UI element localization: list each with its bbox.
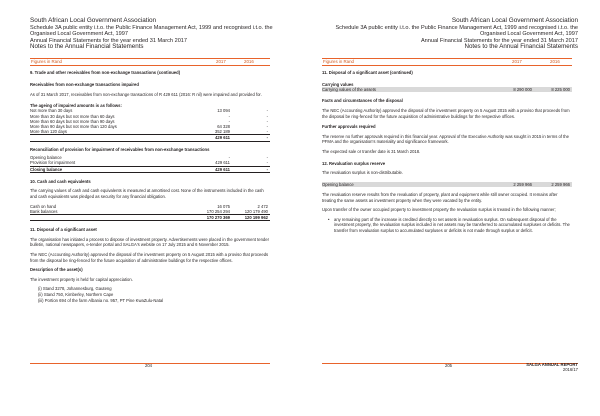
paragraph: The reserve no further approvals required in this financial year. Approval of the Executive Authority was sought in 2015 in terms of the PFMA and the organisation's materiality and significance framework. [322,133,569,145]
section-title: 11. Disposal of a significant asset (continued) [322,70,413,75]
table-row: Provision for impairment 429 611 - [30,160,268,166]
header-line: Schedule 3A public entity i.t.o. the Public Finance Management Act, 1999 and recognised i.t.o. the [335,24,578,31]
list-item: (ii) Stand 750, Kimberley, Northern Cape [38,291,114,297]
table-total-row: 170 270 369 120 199 962 [30,214,270,221]
opening-balance-row: Opening balance 2 259 966 2 259 966 [322,181,570,187]
header-line: Organised Local Government Act, 1997 [30,31,128,38]
year-2016: 2016 [550,59,560,64]
paragraph: The NEC (Accounting Authority) approved the disposal of the investment property on 5 August 2015 with a proviso that proceeds from the disposal be ring-fenced for the future acquisition of administrative buildings for the respective offices. [322,107,570,119]
year-2017: 2017 [216,59,226,64]
section-title: 12. Revaluation surplus reserve [322,160,386,166]
table-row: Bank balances 170 254 294 120 179 490 [30,208,268,214]
header-title: Notes to the Annual Financial Statements [464,43,578,51]
header-line: Annual Financial Statements for the year ended 31 March 2017 [420,37,578,44]
header-title: Notes to the Annual Financial Statements [30,43,144,51]
table-row: Opening balance - - [30,155,268,161]
paragraph: The revaluation surplus is non-distributable. [322,170,404,176]
report-footer [526,362,578,372]
figures-in-rand-bar [30,58,270,66]
subheading: Facts and circumstances of the disposal [322,98,403,104]
page-number: 204 [145,363,152,368]
paragraph: The organisation has initiated a process to dispose of investment property. Advertisements were placed in the government tender bulletin, national newspapers, e-tender portal and SALGA's website on 17 July 2015 and 6 November 2015. [30,236,269,248]
bullet-list [322,217,572,234]
page-header [30,18,273,51]
reconciliation-table [30,155,270,173]
ageing-table [30,108,270,141]
figures-label: Figures in Rand [31,59,62,64]
year-2016: 2016 [244,59,254,64]
subheading: Carrying values [322,81,354,87]
page-header [335,18,578,51]
year-2017: 2017 [512,59,522,64]
header-line: Schedule 3A public entity i.t.o. the Public Finance Management Act, 1999 and recognised i.t.o. the [30,24,273,31]
footer-title: SALGA ANNUAL REPORT [526,362,578,367]
table-row: Not more than 30 days 13 094 - [30,108,268,114]
section-title: 9. Trade and other receivables from non-exchange transactions (continued) [30,70,181,75]
subheading: Receivables from non-exchange transactions impaired [30,81,139,87]
carrying-values-row: Carrying values of the assets 8 290 000 8 225 000 [322,87,570,93]
paragraph: The carrying values of cash and cash equivalents is measured at amortised cost. None of the instruments included in the cash and cash equivalents was pledged as security for any financial obligation. [30,188,264,199]
section-title: 11. Disposal of a significant asset [30,227,97,233]
figures-label: Figures in Rand [323,59,354,64]
property-list [30,286,270,303]
table-row: Cash on hand 16 075 2 472 [30,203,268,209]
list-item: (iii) Portion 694 of the farm Albania no. 957, PT Pine KwaZulu-Natal [38,297,164,303]
subheading: Further approvals required [322,124,376,130]
paragraph: The NEC (Accounting Authority) approved the disposal of the investment property on 5 August 2015 with a proviso that proceeds from the disposal be ring-fenced for the future acquisition of administrative buildings for the respective offices. [30,251,269,263]
list-item: (i) Stand 3278, Johannesburg, Gauteng [38,286,112,292]
table-total-row: 429 611 - [30,134,270,141]
section-11-continued [322,70,572,234]
subheading: Reconciliation of provision for impairment of receivables from non-exchange transactions [30,146,210,152]
header-line: Annual Financial Statements for the year ended 31 March 2017 [30,37,188,44]
table-row: More than 90 days but not more than 120 days 64 328 - [30,123,268,129]
paragraph: The revaluation reserve results from the revaluation of property, plant and equipment while still owner occupied. It remains after treating the same assets as investment property when they were vacated by the entity. [322,191,558,203]
figures-in-rand-bar [322,58,572,66]
table-row: More than 60 days but not more than 90 days - - [30,118,268,124]
paragraph: The investment property is held for capital appreciation. [30,276,133,282]
table-row: More than 120 days 352 189 - [30,129,268,135]
right-page [300,0,600,416]
page-number: 205 [445,363,452,368]
section-title: 10. Cash and cash equivalents [30,178,91,184]
header-line: Organised Local Government Act, 1997 [480,31,578,38]
paragraph: The expected sale or transfer date is 31 March 2018. [322,148,421,154]
paragraph: Upon transfer of the owner occupied property to investment property the revaluation surplus is treated in the following manner; [322,207,556,213]
list-item: • any remaining part of the increase is credited directly to net assets in revaluation surplus. On subsequent disposal of the investment property, the revaluation surplus included in net assets may be transferred to accumulated surpluses or deficits. The transfer from revaluation surplus to accumulated surpluses or deficits is not made through surplus or deficit. [334,217,572,234]
subheading: Description of the asset(s) [30,267,83,273]
org-name: South African Local Government Association [30,17,157,24]
table-total-row: Closing balance 429 611 - [30,166,268,172]
section-9 [30,70,270,303]
footer-year: 2016/17 [562,367,578,372]
org-name: South African Local Government Association [451,17,578,24]
subheading: The ageing of impaired amounts is as follows: [30,102,122,108]
paragraph: As of 31 March 2017, receivables from non-exchange transactions of R 429 611 (2016: R nil) were impaired and provided for. [30,92,262,98]
cash-table [30,204,270,222]
table-row: More than 30 days but not more than 60 days - - [30,113,268,119]
